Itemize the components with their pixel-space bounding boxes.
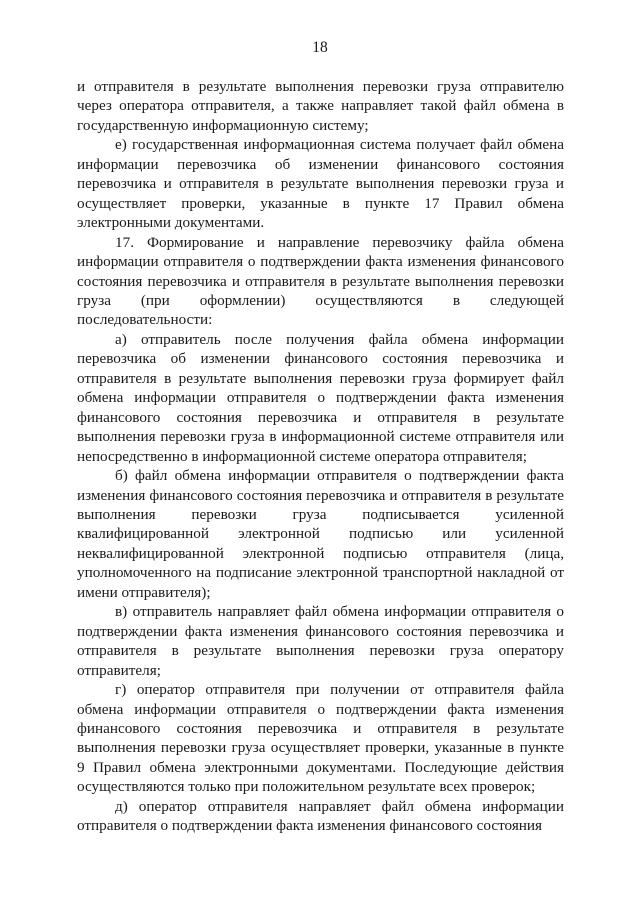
paragraph-item-v: в) отправитель направляет файл обмена информации отправителя о подтверждении факта изменения финансового состояния перевозчика и отправителя в результате выполнения перевозки груза оператору отправителя; — [77, 603, 564, 679]
paragraph-item-b: б) файл обмена информации отправителя о подтверждении факта изменения финансового состояния перевозчика и отправителя в результате выполнения перевозки груза подписывается усиленной квалифицированной электронной подписью или усиленной неквалифицированной электронной подписью отправителя (лица, уполномоченного на подписание электронной транспортной накладной от имени отправителя); — [77, 467, 564, 601]
paragraph-continuation: и отправителя в результате выполнения перевозки груза отправителю через оператора отправителя, а также направляет такой файл обмена в государственную информационную систему; — [77, 78, 564, 134]
paragraph-item-a: а) отправитель после получения файла обмена информации перевозчика об изменении финансового состояния перевозчика и отправителя в результате выполнения перевозки груза формирует файл обмена информации отправителя о подтверждении факта изменения финансового состояния перевозчика и отправителя в результате выполнения перевозки груза в информационной системе отправителя или непосредственно в информационной системе оператора отправителя; — [77, 330, 564, 465]
paragraph-item-g: г) оператор отправителя при получении от отправителя файла обмена информации отправителя о подтверждении факта изменения финансового состояния перевозчика и отправителя в результате выполнения перевозки груза осуществляет проверки, указанные в пункте 9 Правил обмена электронными документами. Последующие действия осуществляются только при положительном результате всех проверок; — [77, 681, 564, 796]
paragraph-item-d: д) оператор отправителя направляет файл обмена информации отправителя о подтверждении факта изменения финансового состояния — [77, 797, 564, 835]
paragraph-item-e: е) государственная информационная система получает файл обмена информации перевозчика об изменении финансового состояния перевозчика и отправителя в результате выполнения перевозки груза и осуществляет проверки, указанные в пункте 17 Правил обмена электронными документами. — [77, 136, 564, 232]
document-body — [77, 77, 564, 836]
paragraph-clause-17: 17. Формирование и направление перевозчику файла обмена информации отправителя о подтверждении факта изменения финансового состояния перевозчика и отправителя в результате выполнения перевозки груза (при оформлении) осуществляются в следующей последовательности: — [77, 233, 564, 329]
page-number: 18 — [312, 39, 328, 56]
